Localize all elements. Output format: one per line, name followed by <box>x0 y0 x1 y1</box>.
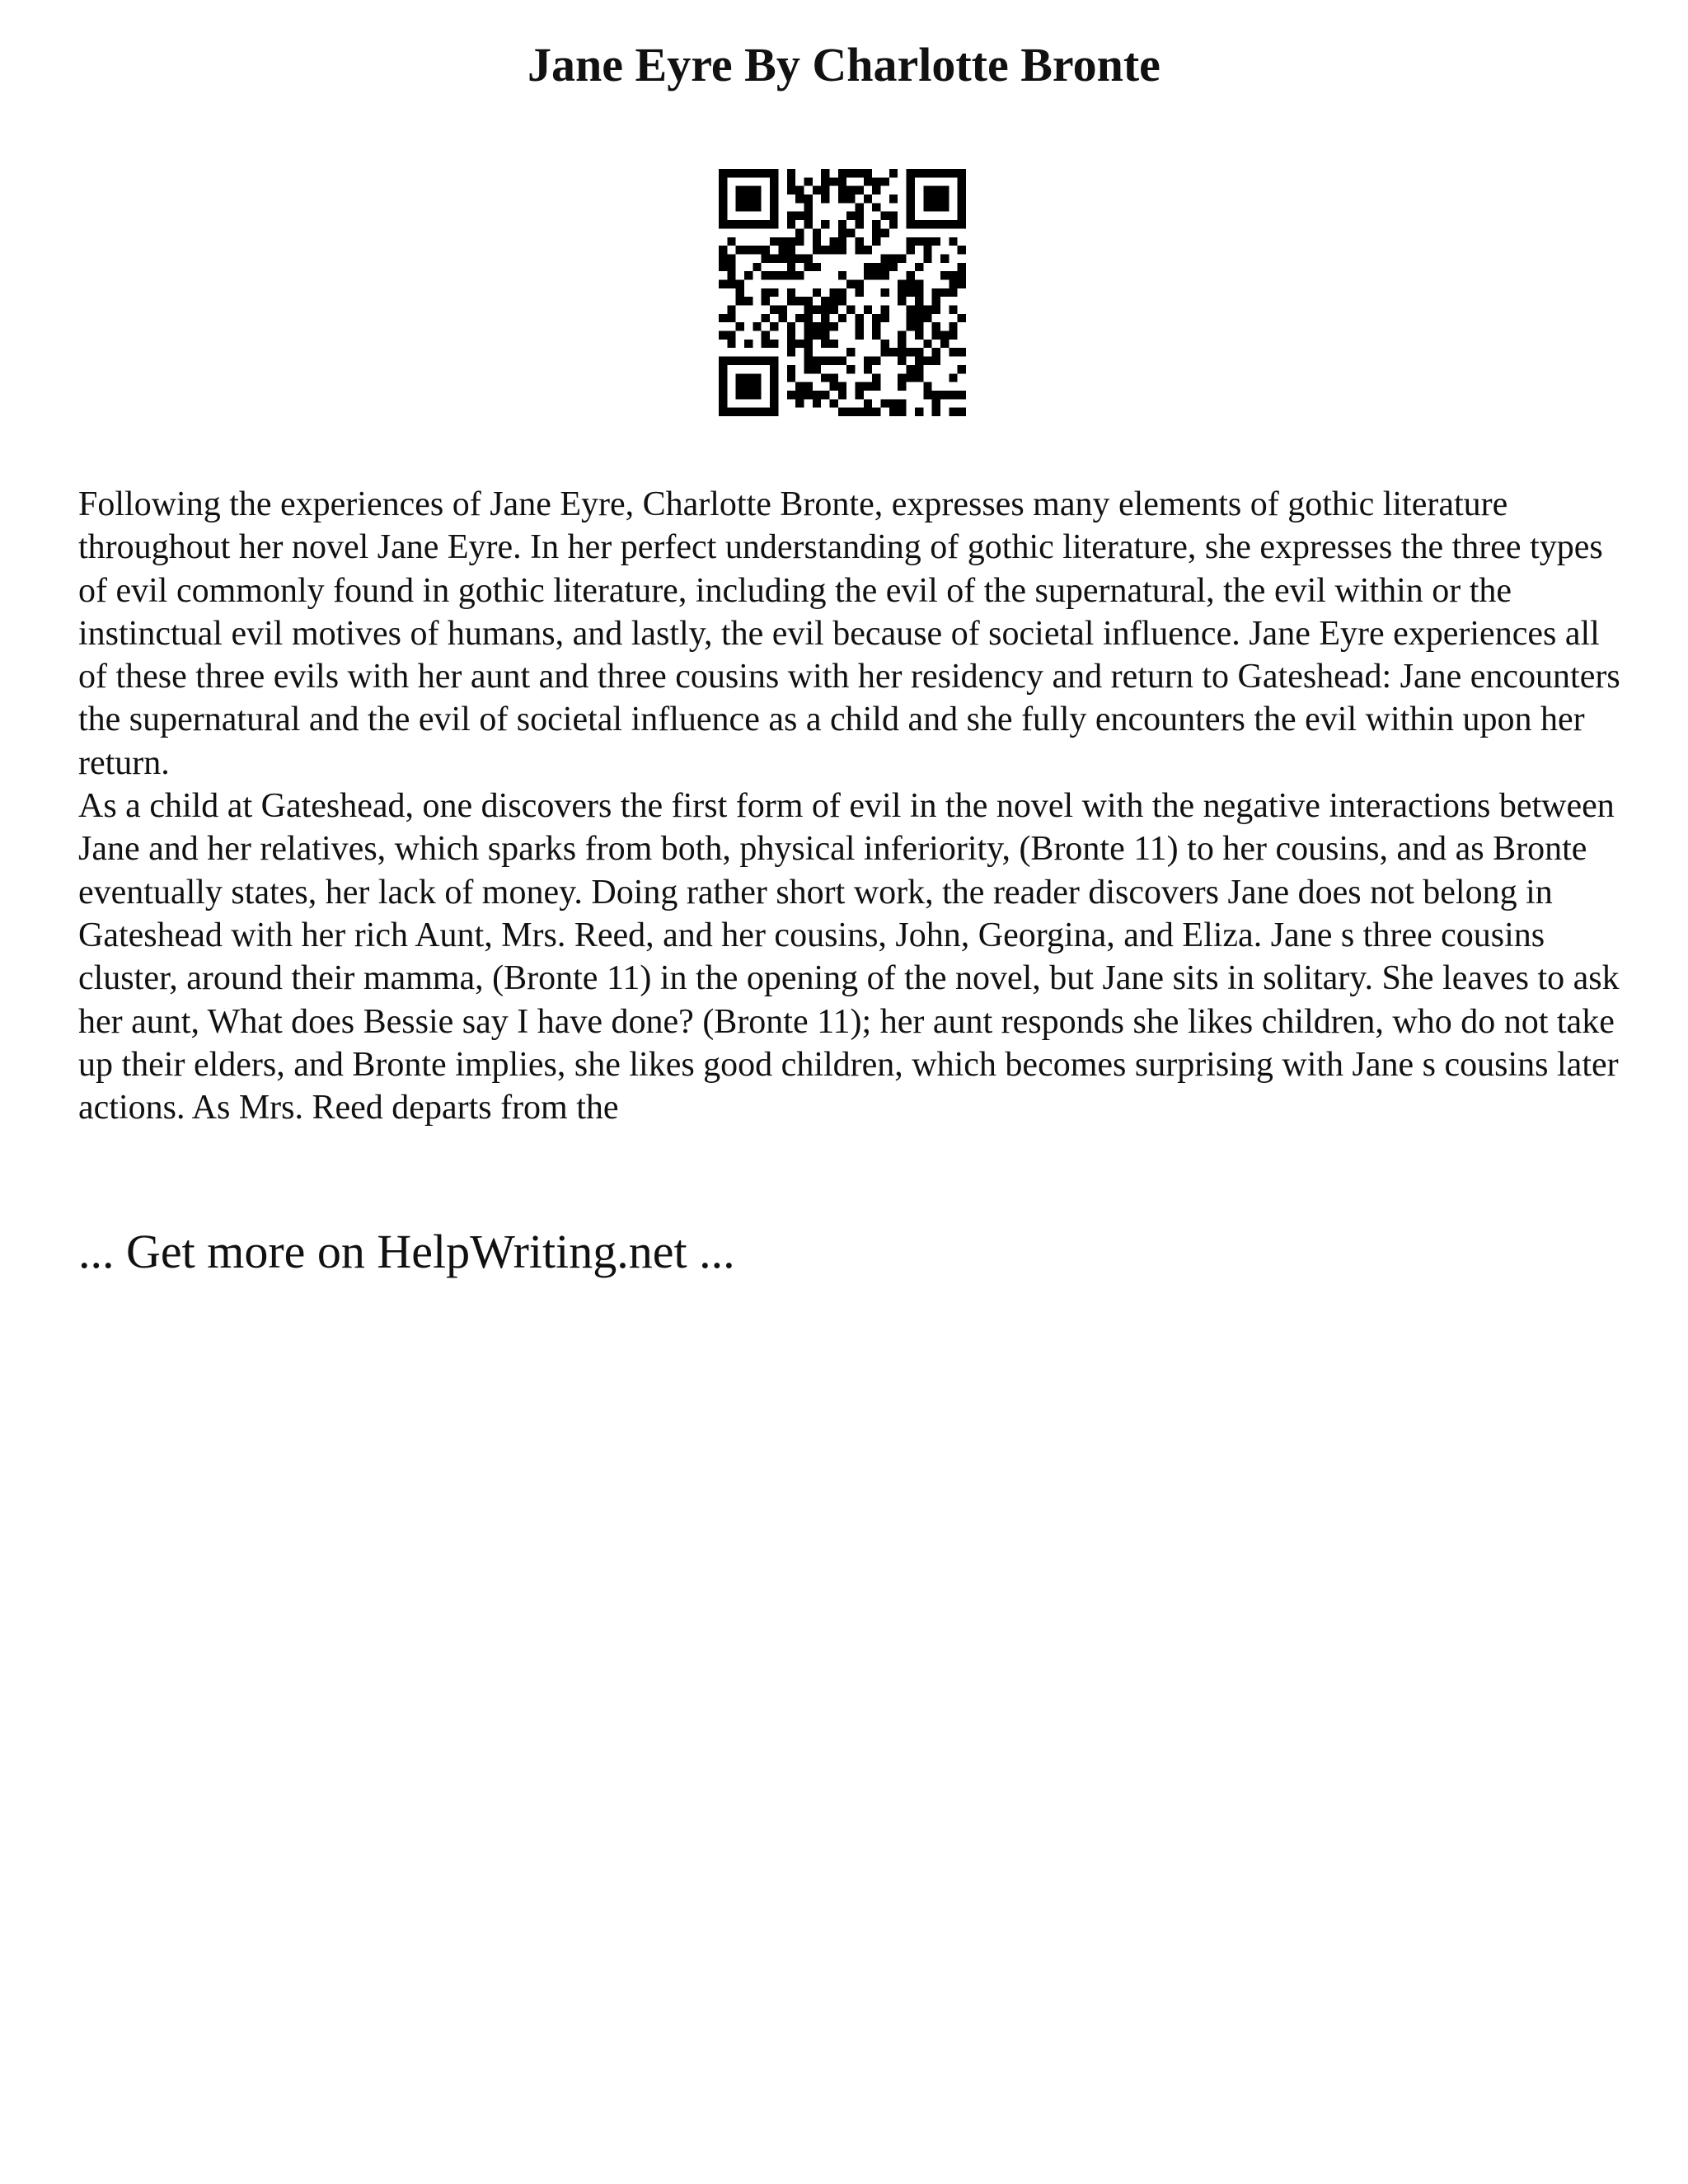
article-body <box>78 483 1628 1129</box>
get-more-link[interactable]: ... Get more on HelpWriting.net ... <box>78 1225 735 1278</box>
paragraph-2: As a child at Gateshead, one discovers the first form of evil in the novel with the negative interactions between Jane and her relatives, which sparks from both, physical inferiority, (Bronte 11) to her cousins, and as Bronte eventually states, her lack of money. Doing rather short work, the reader discovers Jane does not belong in Gateshead with her rich Aunt, Mrs. Reed, and her cousins, John, Georgina, and Eliza. Jane s three cousins cluster, around their mamma, (Bronte 11) in the opening of the novel, but Jane sits in solitary. She leaves to ask her aunt, What does Bessie say I have done? (Bronte 11); her aunt responds she likes children, who do not take up their elders, and Bronte implies, she likes good children, which becomes surprising with Jane s cousins later actions. As Mrs. Reed departs from the <box>78 787 1620 1127</box>
qr-code-icon[interactable] <box>719 169 966 416</box>
paragraph-1: Following the experiences of Jane Eyre, Charlotte Bronte, expresses many elements of gothic literature throughout her novel Jane Eyre. In her perfect understanding of gothic literature, she expresses the three types of evil commonly found in gothic literature, including the evil of the supernatural, the evil within or the instinctual evil motives of humans, and lastly, the evil because of societal influence. Jane Eyre experiences all of these three evils with her aunt and three cousins with her residency and return to Gateshead: Jane encounters the supernatural and the evil of societal influence as a child and she fully encounters the evil within upon her return. <box>78 485 1620 782</box>
page-title: Jane Eyre By Charlotte Bronte <box>528 38 1160 91</box>
